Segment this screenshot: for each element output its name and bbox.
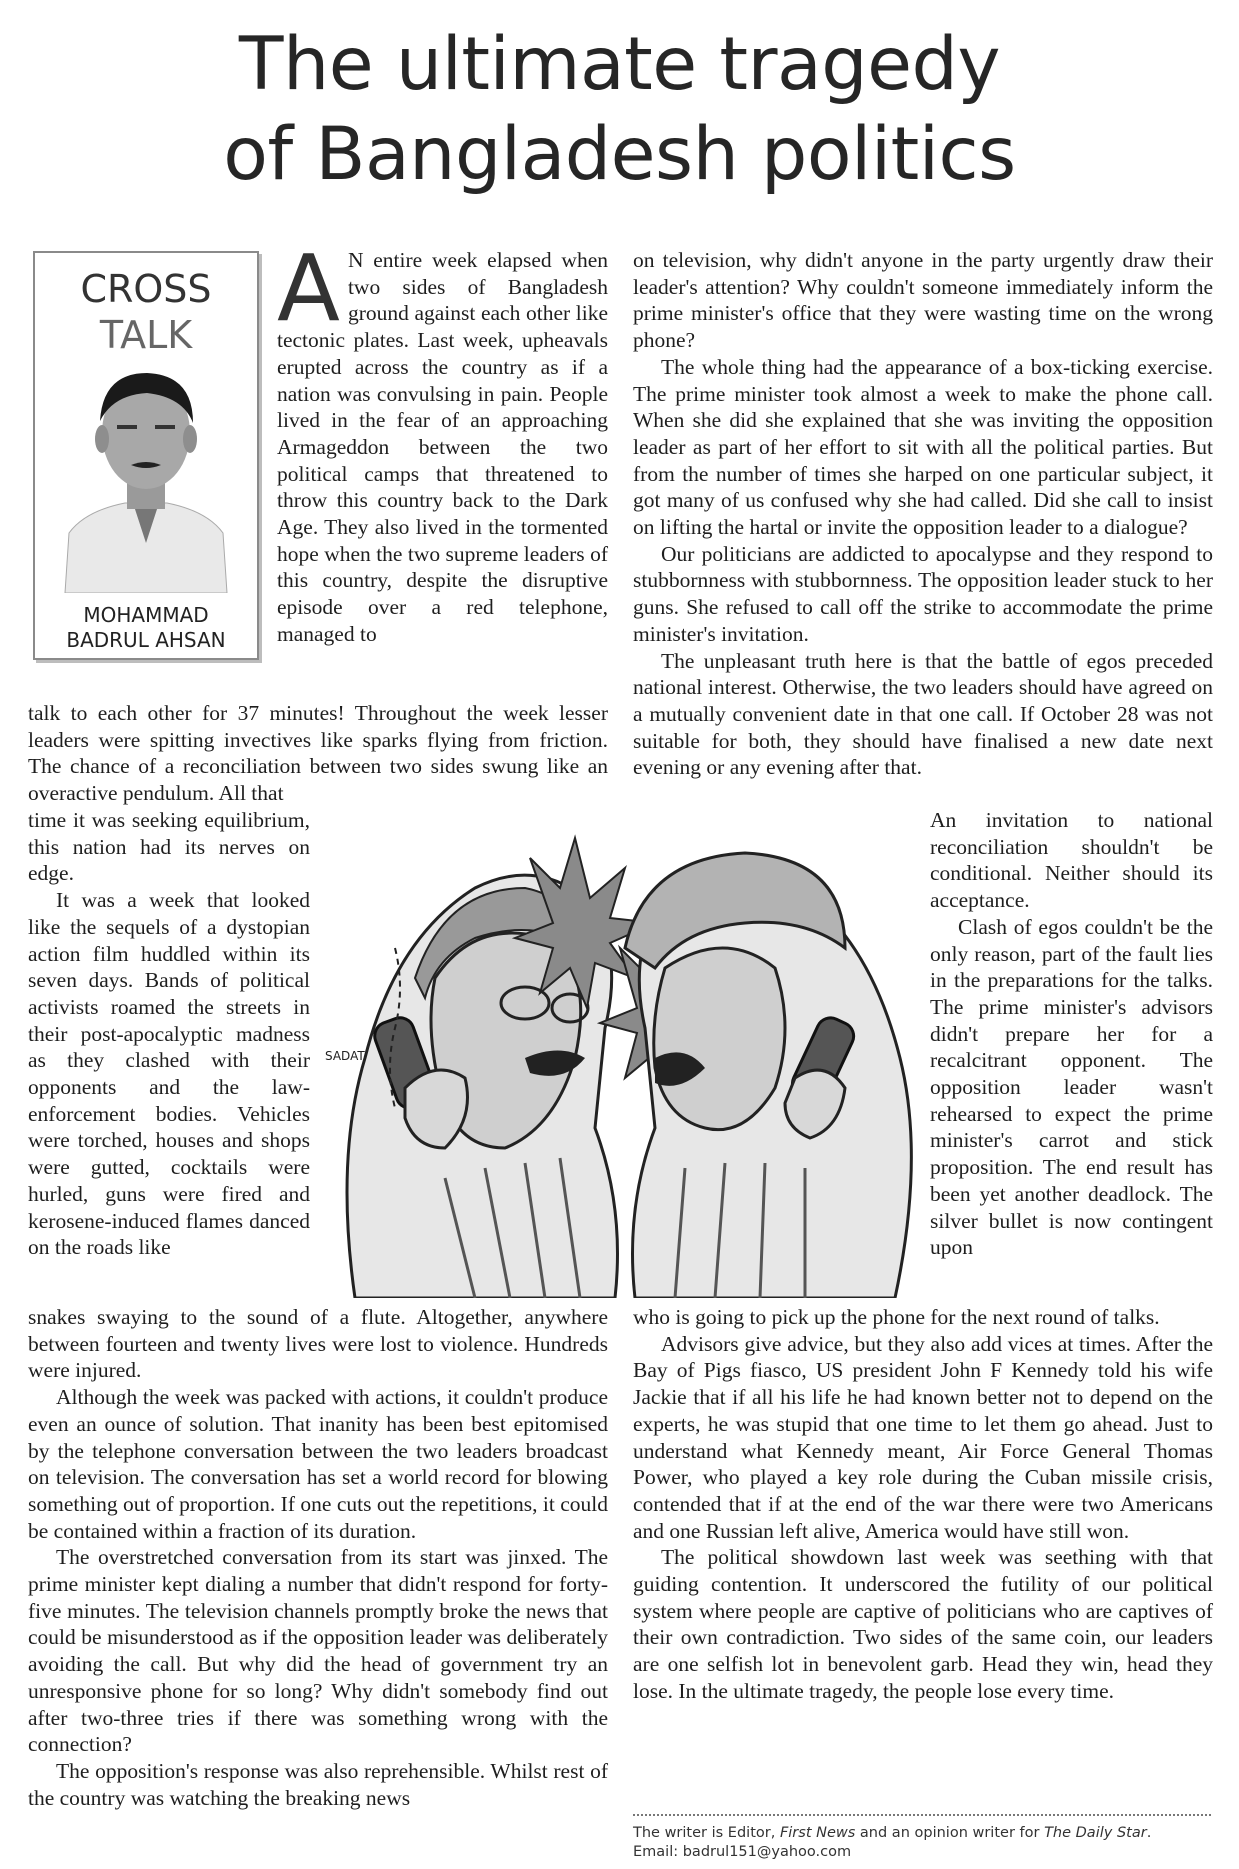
footnote-email: Email: badrul151@yahoo.com [633, 1844, 852, 1860]
headline-line-1: The ultimate tragedy [238, 22, 1001, 107]
headline [0, 20, 1239, 200]
paragraph-6: The whole thing had the appearance of a box-ticking exercise. The prime minister took almost a week to make the phone call. When she did she explained that she was inviting the opposition leader as part of her effort to sit with all the political parties. But from the number of times she harped on one particular subject, it got many of us confused why she had called. Did she call to insist on lifting the hartal or invite the opposition leader to a dialogue? [633, 354, 1213, 540]
column-right-top [633, 247, 1213, 781]
paragraph-1-end: time it was seeking equilibrium, this nation had its nerves on edge. [28, 808, 310, 886]
paragraph-1-continued: talk to each other for 37 minutes! Throughout the week lesser leaders were spitting invectives like sparks flying from friction. The chance of a reconciliation between two sides swung like an overactive pendulum. All that [28, 701, 608, 806]
column-right-bottom [633, 1304, 1213, 1705]
paragraph-9-continued: who is going to pick up the phone for the next round of talks. [633, 1305, 1160, 1329]
dropcap: A [277, 235, 340, 342]
kicker-cross: CROSS [80, 267, 212, 311]
column-left-bottom [28, 1304, 608, 1811]
headline-line-2: of Bangladesh politics [223, 112, 1016, 197]
paragraph-10: Advisors give advice, but they also add vices at times. After the Bay of Pigs fiasco, US president John F Kennedy told his wife Jackie that if all his life he had known better not to depend on the experts, he was stupid that one time to let them go ahead. Just to understand what Kennedy meant, Air Force General Thomas Power, who played a key role during the Cuban missile crisis, contended that if at the end of the war there were two Americans and one Russian left alive, America would have still won. [633, 1331, 1213, 1543]
author-name [35, 603, 257, 653]
footnote-text-a: The writer is Editor, [633, 1825, 780, 1841]
paragraph-5-continued: on television, why didn't anyone in the party urgently draw their leader's attention? Why couldn't someone immediately inform the prime minister's office that they were wasting time on the wrong phone? [633, 248, 1213, 353]
column-left-narrow [28, 807, 310, 1261]
paragraph-2: It was a week that looked like the sequels of a dystopian action film huddled within its seven days. Bands of political activists roamed the streets in their post-apocalyptic madness as they clashed with their opponents and the law-enforcement bodies. Vehicles were torched, houses and shops were gutted, cocktails were hurled, guns were fired and kerosene-induced flames danced on the roads like [28, 888, 310, 1260]
cartoon-illustration [325, 828, 925, 1298]
footer-divider [633, 1814, 1211, 1816]
footnote-bio [633, 1824, 1213, 1843]
author-name-line-1: MOHAMMAD [83, 603, 209, 627]
author-footnote [633, 1824, 1213, 1862]
column-right-narrow [930, 807, 1213, 1261]
paragraph-3: Although the week was packed with actions, it couldn't produce even an ounce of solution. That inanity has been best epitomised by the telephone conversation between the two leaders broadcast on television. The conversation has set a world record for blowing something out of proportion. If one cuts out the repetitions, it could be contained within a fraction of its duration. [28, 1385, 608, 1543]
paragraph-11: The political showdown last week was seething with that guiding contention. It underscored the futility of our political system where people are captive of politicians who are captives of their own contradiction. Two sides of the same coin, our leaders are one selfish lot in benevolent garb. Head they win, head they lose. In the ultimate tragedy, the people lose every time. [633, 1545, 1213, 1703]
paragraph-7: Our politicians are addicted to apocalypse and they respond to stubbornness with stubbornness. The opposition leader stuck to her guns. She refused to call off the strike to accommodate the prime minister's invitation. [633, 541, 1213, 646]
paragraph-4: The overstretched conversation from its start was jinxed. The prime minister kept dialing a number that didn't respond for forty-five minutes. The television channels promptly broke the news that could be misunderstood as if the opposition leader was deliberately avoiding the call. But why did the head of government try an unresponsive phone for so long? Why didn't somebody find out after two-three tries if there was something wrong with the connection? [28, 1545, 608, 1757]
paragraph-8-continued: An invitation to national reconciliation shouldn't be conditional. Neither should its acceptance. [930, 808, 1213, 913]
column-badge [33, 251, 259, 660]
kicker-talk: TALK [99, 313, 193, 357]
column-left-top [277, 235, 608, 648]
paragraph-2-continued: snakes swaying to the sound of a flute. Altogether, anywhere between fourteen and twenty lives were lost to violence. Hundreds were injured. [28, 1305, 608, 1383]
footnote-text-c: . [1146, 1825, 1152, 1841]
paragraph-1-text: N entire week elapsed when two sides of Bangladesh ground against each other like tectonic plates. Last week, upheavals erupted across the country as if a nation was convulsing in pain. People lived in the fear of an approaching Armageddon between the two political camps that threatened to throw this country back to the Dark Age. They also lived in the tormented hope when the two supreme leaders of this country, despite the disruptive episode over a red telephone, managed to [277, 248, 608, 646]
author-photo-icon [55, 363, 237, 593]
paragraph-8: The unpleasant truth here is that the battle of egos preceded national interest. Otherwise, the two leaders should have agreed on a mutually convenient date in that one call. If October 28 was not suitable for both, they should have finalised a new date next evening or any evening after that. [633, 648, 1213, 780]
footnote-publication-2: The Daily Star [1044, 1825, 1147, 1841]
paragraph-1-intro [277, 235, 608, 648]
footnote-text-b: and an opinion writer for [855, 1825, 1045, 1841]
author-name-line-2: BADRUL AHSAN [66, 628, 226, 652]
footnote-publication-1: First News [779, 1825, 856, 1841]
paragraph-5: The opposition's response was also reprehensible. Whilst rest of the country was watching the breaking news [28, 1758, 608, 1810]
cartoon-signature: SADAT [325, 1049, 365, 1063]
paragraph-9: Clash of egos couldn't be the only reason, part of the fault lies in the preparations for the talks. The prime minister's advisors didn't prepare her for a recalcitrant opponent. The opposition leader wasn't rehearsed to expect the prime minister's carrot and stick proposition. The end result has been yet another deadlock. The silver bullet is now contingent upon [930, 914, 1213, 1260]
column-left-full [28, 700, 608, 807]
